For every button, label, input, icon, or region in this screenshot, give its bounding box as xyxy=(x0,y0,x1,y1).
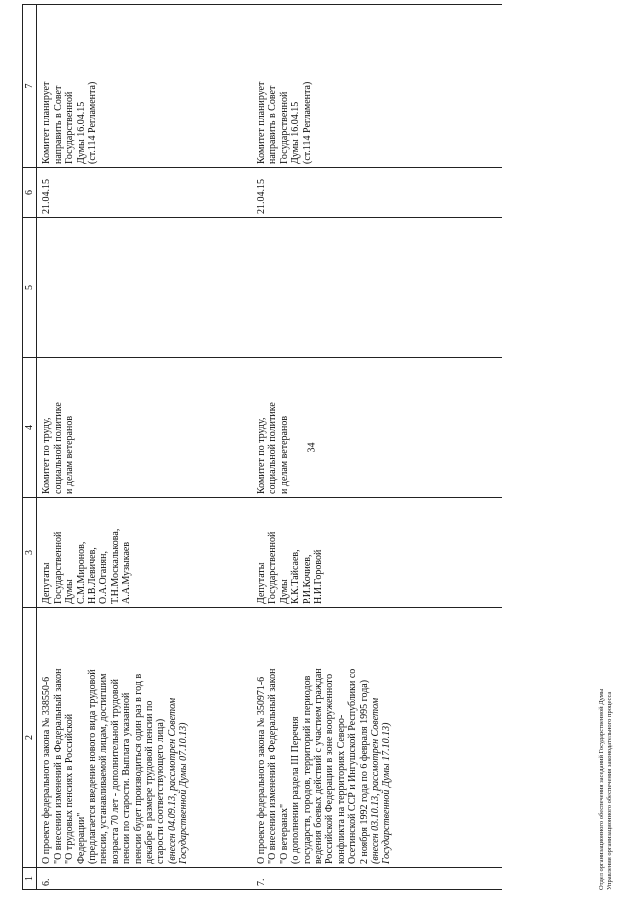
rotated-table-container xyxy=(22,5,632,890)
bills-table xyxy=(22,4,502,890)
col5-cell xyxy=(37,218,242,358)
date-cell: 21.04.15 xyxy=(37,168,242,218)
bill-note: (внесен 04.09.13, рассмотрен Советом xyxy=(166,697,178,864)
bill-note: (внесен 03.10.13, рассмотрен Советом xyxy=(369,697,381,864)
bill-description: О проекте федерального закона № 350971-6 "О внесении изменений в Федеральный закон "О ветеранах" (о дополнении раздела III Перечня государств, городов, территорий и периодов ведения боевых действий с участием граждан Российской Федерации в зоне вооруженного конфликта на территориях Северо- Осетинской ССР и Ингушской Республики со 2 ноября 1992 года по 6 февраля 1995 года) (внесен 03.10.13, рассмотрен Советом Государственной Думы 17.10.13) xyxy=(242,608,502,868)
col-header-4: 4 xyxy=(23,358,37,498)
row-number: 7. xyxy=(242,868,502,890)
committee: Комитет по труду, социальной политике и делам ветеранов xyxy=(242,358,502,498)
plan-cell: Комитет планирует направить в Совет Государственной Думы 16.04.15 (ст.114 Регламента) xyxy=(242,5,502,168)
page-number: 34 xyxy=(306,442,318,453)
footer-department: Отдел организационного обеспечения заседаний Государственной Думы Управления организационного обеспечения законодательного процесса xyxy=(598,688,613,890)
header-row xyxy=(23,5,37,890)
bill-description: О проекте федерального закона № 338550-6 "О внесении изменений в Федеральный закон "О трудовых пенсиях в Российской Федерации" (предлагается введение нового вида трудовой пенсии, устанавливаемой лицам, достигшим возраста 70 лет - дополнительной трудовой пенсии по старости. Выплата указанной пенсии будет производиться один раз в год в декабре в размере трудовой пенсии по старости соответствующего лица) (внесен 04.09.13, рассмотрен Советом Государственной Думы 07.10.13) xyxy=(37,608,242,868)
col-header-2: 2 xyxy=(23,608,37,868)
table-row xyxy=(37,5,242,890)
plan-cell: Комитет планирует направить в Совет Государственной Думы 16.04.15 (ст.114 Регламента) xyxy=(37,5,242,168)
col-header-3: 3 xyxy=(23,498,37,608)
table-row xyxy=(242,5,502,890)
authors: Депутаты Государственной Думы К.К.Тайсаев, Р.И.Кочиев, Н.И.Горовой xyxy=(242,498,502,608)
col-header-1: 1 xyxy=(23,868,37,890)
col-header-6: 6 xyxy=(23,168,37,218)
col-header-7: 7 xyxy=(23,5,37,168)
row-number: 6. xyxy=(37,868,242,890)
authors: Депутаты Государственной Думы С.М.Миронов, Н.В.Левичев, О.А.Оганян, Т.Н.Москалькова, А.А.Музыкаев xyxy=(37,498,242,608)
committee: Комитет по труду, социальной политике и делам ветеранов xyxy=(37,358,242,498)
date-cell: 21.04.15 xyxy=(242,168,502,218)
col5-cell xyxy=(242,218,502,358)
col-header-5: 5 xyxy=(23,218,37,358)
